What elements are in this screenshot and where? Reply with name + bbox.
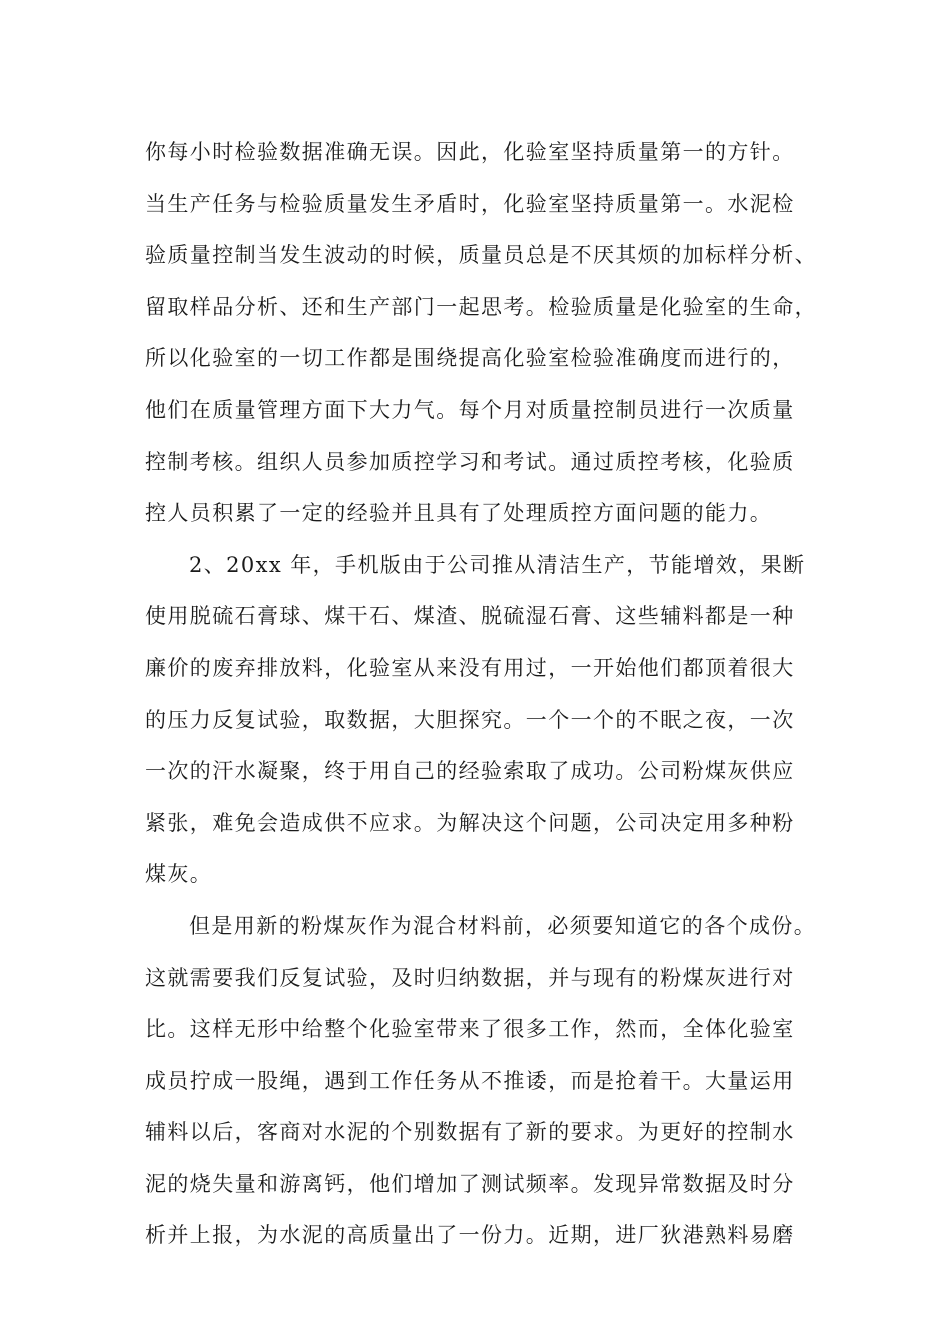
text-line: 比。这样无形中给整个化验室带来了很多工作，然而，全体化验室 (145, 1017, 795, 1042)
text-line: 留取样品分析、还和生产部门一起思考。检验质量是化验室的生命， (145, 294, 817, 319)
text-line: 这就需要我们反复试验，及时归纳数据，并与现有的粉煤灰进行对 (145, 965, 795, 990)
text-line: 析并上报，为水泥的高质量出了一份力。近期，进厂狄港熟料易磨 (145, 1223, 795, 1248)
document-body (145, 127, 835, 1262)
text-line: 紧张，难免会造成供不应求。为解决这个问题，公司决定用多种粉 (145, 810, 795, 835)
text-line: 辅料以后，客商对水泥的个别数据有了新的要求。为更好的控制水 (145, 1120, 795, 1145)
text-line: 廉价的废弃排放料，化验室从来没有用过，一开始他们都顶着很大 (145, 655, 795, 680)
text-line: 一次的汗水凝聚，终于用自己的经验索取了成功。公司粉煤灰供应 (145, 759, 795, 784)
text-line: 当生产任务与检验质量发生矛盾时，化验室坚持质量第一。水泥检 (145, 191, 795, 216)
text-line: 控制考核。组织人员参加质控学习和考试。通过质控考核，化验质 (145, 449, 795, 474)
paragraph-start-line: 但是用新的粉煤灰作为混合材料前，必须要知道它的各个成份。 (189, 913, 817, 938)
text-line: 控人员积累了一定的经验并且具有了处理质控方面问题的能力。 (145, 501, 773, 526)
text-line: 泥的烧失量和游离钙，他们增加了测试频率。发现异常数据及时分 (145, 1171, 795, 1196)
text-line: 所以化验室的一切工作都是围绕提高化验室检验准确度而进行的， (145, 346, 795, 371)
text-line: 你每小时检验数据准确无误。因此，化验室坚持质量第一的方针。 (145, 140, 795, 164)
text-line: 的压力反复试验，取数据，大胆探究。一个一个的不眠之夜，一次 (145, 707, 795, 732)
text-line: 煤灰。 (145, 862, 213, 887)
paragraph-start-line: 2、20xx 年，手机版由于公司推从清洁生产，节能增效，果断 (189, 552, 806, 577)
text-line: 成员拧成一股绳，遇到工作任务从不推诿，而是抢着干。大量运用 (145, 1068, 795, 1093)
text-line: 验质量控制当发生波动的时候，质量员总是不厌其烦的加标样分析、 (145, 243, 817, 268)
text-line: 使用脱硫石膏球、煤干石、煤渣、脱硫湿石膏、这些辅料都是一种 (145, 604, 795, 629)
text-line: 他们在质量管理方面下大力气。每个月对质量控制员进行一次质量 (145, 397, 795, 422)
